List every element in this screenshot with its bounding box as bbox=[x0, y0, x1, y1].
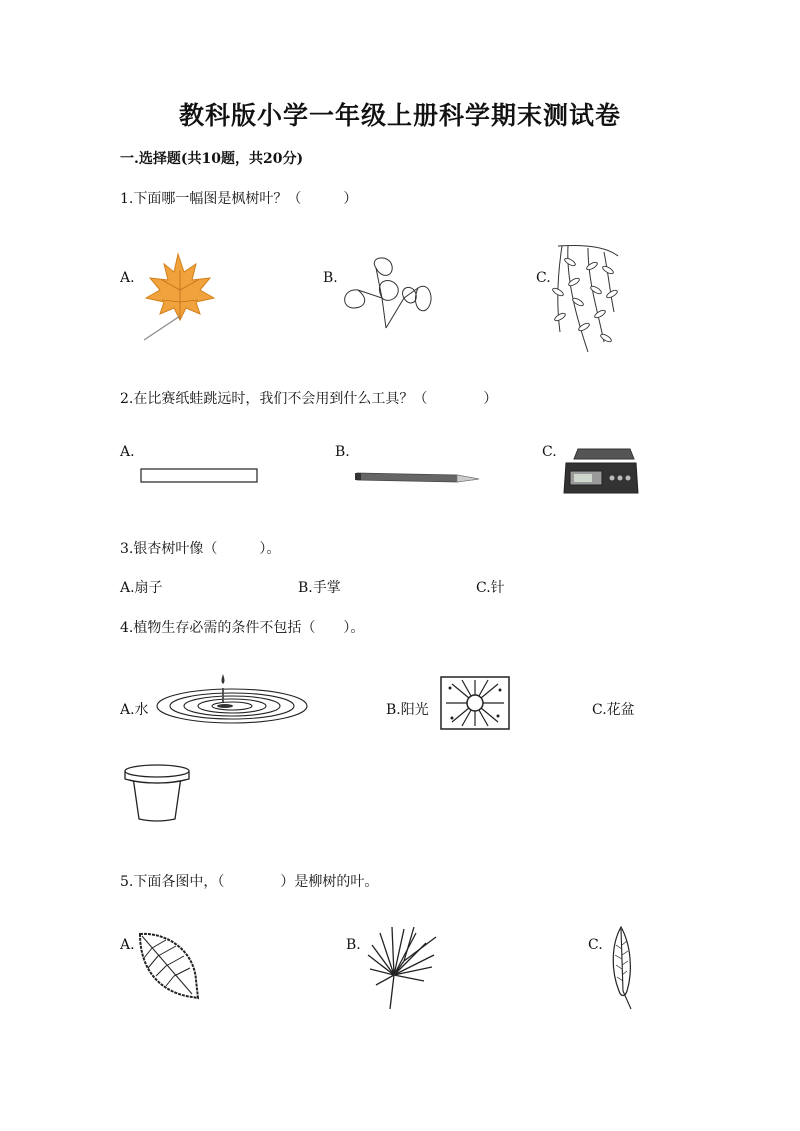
ruler-image bbox=[140, 468, 260, 484]
q5-option-c-label: C. bbox=[588, 937, 603, 953]
maple-leaf-image bbox=[140, 250, 220, 345]
question-3-stem: 3.银杏树叶像（ ）。 bbox=[120, 541, 281, 557]
serrated-leaf-image bbox=[136, 930, 201, 1002]
pencil-image bbox=[355, 470, 480, 484]
flower-pot-image bbox=[123, 761, 191, 823]
q3-option-a: A.扇子 bbox=[120, 580, 163, 596]
q4-option-b: B.阳光 bbox=[386, 702, 429, 718]
question-4-stem: 4.植物生存必需的条件不包括（ ）。 bbox=[120, 620, 365, 636]
pine-needle-image bbox=[364, 925, 439, 1010]
q5-option-b-label: B. bbox=[346, 937, 361, 953]
willow-leaf-image bbox=[605, 925, 635, 1010]
q2-option-c-label: C. bbox=[542, 444, 557, 460]
q4-option-c: C.花盆 bbox=[592, 702, 635, 718]
q1-option-a-label: A. bbox=[120, 270, 135, 286]
question-1-stem: 1.下面哪一幅图是枫树叶？（ ） bbox=[120, 191, 358, 207]
q2-option-a-label: A. bbox=[120, 444, 135, 460]
willow-branch-image bbox=[548, 242, 623, 357]
page-title: 教科版小学一年级上册科学期末测试卷 bbox=[178, 101, 621, 130]
q3-option-b: B.手掌 bbox=[298, 580, 341, 596]
question-5-stem: 5.下面各图中，（ ）是柳树的叶。 bbox=[120, 874, 379, 890]
q4-option-a: A.水 bbox=[120, 702, 149, 718]
sunlight-image bbox=[440, 676, 510, 730]
q5-option-a-label: A. bbox=[120, 937, 135, 953]
ginkgo-leaf-image bbox=[338, 258, 438, 333]
q3-option-c: C.针 bbox=[476, 580, 505, 596]
electronic-scale-image bbox=[560, 447, 640, 497]
q1-option-b-label: B. bbox=[323, 270, 338, 286]
q2-option-b-label: B. bbox=[335, 444, 350, 460]
q1-option-c-label: C. bbox=[536, 270, 551, 286]
section-heading: 一.选择题(共10题，共20分) bbox=[120, 151, 304, 167]
question-2-stem: 2.在比赛纸蛙跳远时，我们不会用到什么工具？（ ） bbox=[120, 391, 498, 407]
water-ripple-image bbox=[155, 672, 310, 727]
